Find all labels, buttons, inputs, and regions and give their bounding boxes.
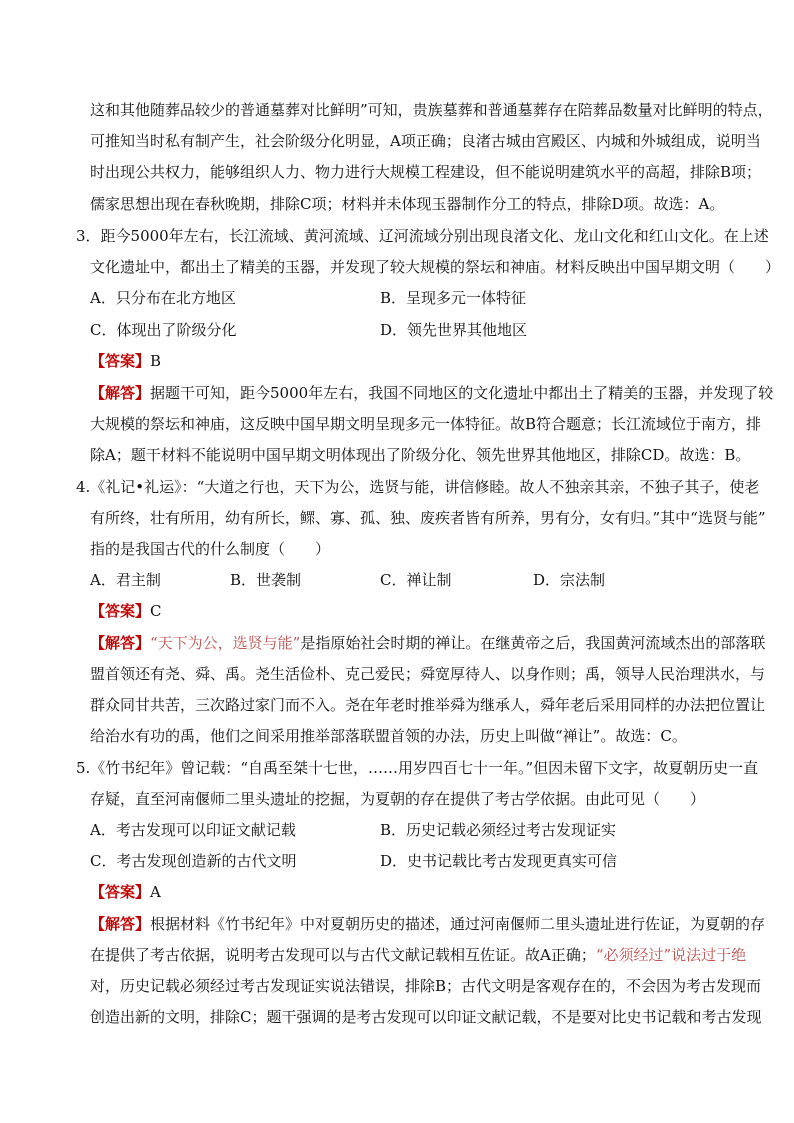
prev-analysis-line-4: 儒家思想出现在春秋晚期，排除C项；材料并未体现玉器制作分工的特点，排除D项。故选：A。 bbox=[90, 195, 725, 213]
q5-option-c: C．考古发现创造新的古代文明 bbox=[90, 852, 297, 870]
q3-answer-tag: 【答案】 bbox=[90, 352, 151, 370]
q4-option-d: D．宗法制 bbox=[533, 571, 606, 589]
q3-answer bbox=[90, 351, 161, 371]
q5-answer-tag: 【答案】 bbox=[90, 883, 151, 901]
q3-analysis-tag: 【解答】 bbox=[90, 384, 151, 402]
q5-stem-line-1: 5.《竹书纪年》曾记载：“自禹至桀十七世，……用岁四百七十一年。”但因未留下文字，故夏朝历史一直 bbox=[76, 759, 759, 777]
q5-analysis-text-2: 在提供了考古依据，说明考古发现可以与古代文献记载相互佐证。故A正确； bbox=[90, 946, 596, 964]
q3-analysis-line-1 bbox=[90, 383, 773, 403]
q4-stem-line-3: 指的是我国古代的什么制度（ ） bbox=[90, 540, 331, 558]
q3-analysis-line-3: 除A；题干材料不能说明中国早期文明体现出了阶级分化、领先世界其他地区，排除CD。故选：B。 bbox=[90, 446, 751, 464]
q5-option-d: D．史书记载比考古发现更真实可信 bbox=[380, 852, 618, 870]
q5-analysis-tag: 【解答】 bbox=[90, 915, 151, 933]
q4-analysis-tag: 【解答】 bbox=[90, 634, 151, 652]
q4-option-b: B．世袭制 bbox=[230, 571, 302, 589]
q3-option-b: B．呈现多元一体特征 bbox=[380, 289, 527, 307]
q4-analysis-quote: “天下为公，选贤与能” bbox=[150, 634, 301, 652]
q4-answer bbox=[90, 601, 162, 621]
q3-option-c: C．体现出了阶级分化 bbox=[90, 321, 237, 339]
q4-analysis-text-1: 是指原始社会时期的禅让。在继黄帝之后，我国黄河流域杰出的部落联 bbox=[300, 634, 766, 652]
q5-answer bbox=[90, 882, 161, 902]
q4-analysis-line-4: 给治水有功的禹，他们之间采用推举部落联盟首领的办法，历史上叫做“禅让”。故选：C。 bbox=[90, 727, 687, 745]
q4-stem-line-1: 4.《礼记•礼运》：“大道之行也，天下为公，选贤与能，讲信修睦。故人不独亲其亲，不独子其子，使老 bbox=[76, 478, 760, 496]
q5-analysis-text-1: 根据材料《竹书纪年》中对夏朝历史的描述，通过河南偃师二里头遗址进行佐证，为夏朝的存 bbox=[150, 915, 766, 933]
q3-answer-value: B bbox=[150, 352, 162, 370]
q3-analysis-text-1: 据题干可知，距今5000年左右，我国不同地区的文化遗址中都出土了精美的玉器，并发现了较 bbox=[150, 384, 774, 402]
q5-analysis-quote: “必须经过”说法过于绝 bbox=[595, 946, 747, 964]
q3-analysis-line-2: 大规模的祭坛和神庙，这反映中国早期文明呈现多元一体特征。故B符合题意；长江流域位于南方，排 bbox=[90, 415, 762, 433]
prev-analysis-line-2: 可推知当时私有制产生，社会阶级分化明显，A项正确；良渚古城由宫殿区、内城和外城组成，说明当 bbox=[90, 132, 761, 150]
q5-stem-line-2: 存疑，直至河南偃师二里头遗址的挖掘，为夏朝的存在提供了考古学依据。由此可见（ ） bbox=[90, 790, 706, 808]
q5-answer-value: A bbox=[150, 883, 161, 901]
q3-option-a: A．只分布在北方地区 bbox=[90, 289, 236, 307]
q5-analysis-line-1 bbox=[90, 914, 765, 934]
q4-stem-line-2: 有所终，壮有所用，幼有所长，鳏、寡、孤、独、废疾者皆有所养，男有分，女有归。”其中“选贤与能” bbox=[90, 509, 766, 527]
q4-analysis-line-2: 盟首领还有尧、舜、禹。尧生活俭朴、克己爱民；舜宽厚待人、以身作则；禹，领导人民治理洪水，与 bbox=[90, 665, 766, 683]
q3-option-d: D．领先世界其他地区 bbox=[380, 321, 528, 339]
q5-analysis-line-3: 对，历史记载必须经过考古发现证实说法错误，排除B；古代文明是客观存在的，不会因为考古发现而 bbox=[90, 977, 762, 995]
q4-analysis-line-1 bbox=[90, 633, 765, 653]
q4-answer-value: C bbox=[150, 602, 162, 620]
q4-option-c: C．禅让制 bbox=[380, 571, 452, 589]
q3-stem-line-1: 3．距今5000年左右，长江流域、黄河流域、辽河流域分别出现良渚文化、龙山文化和红山文化。在上述 bbox=[76, 227, 769, 245]
q5-analysis-line-2 bbox=[90, 945, 746, 965]
prev-analysis-line-1: 这和其他随葬品较少的普通墓葬对比鲜明”可知，贵族墓葬和普通墓葬存在陪葬品数量对比鲜明的特点， bbox=[90, 101, 773, 119]
q4-analysis-line-3: 群众同甘共苦，三次路过家门而不入。尧在年老时推举舜为继承人，舜年老后采用同样的办法把位置让 bbox=[90, 696, 766, 714]
q3-stem-line-2: 文化遗址中，都出土了精美的玉器，并发现了较大规模的祭坛和神庙。材料反映出中国早期文明（ ） bbox=[90, 258, 781, 276]
q5-option-b: B．历史记载必须经过考古发现证实 bbox=[380, 821, 617, 839]
q4-answer-tag: 【答案】 bbox=[90, 602, 151, 620]
q5-option-a: A．考古发现可以印证文献记载 bbox=[90, 821, 296, 839]
q4-option-a: A．君主制 bbox=[90, 571, 161, 589]
prev-analysis-line-3: 时出现公共权力，能够组织人力、物力进行大规模工程建设，但不能说明建筑水平的高超，排除B项； bbox=[90, 163, 762, 181]
q5-analysis-line-4: 创造出新的文明，排除C；题干强调的是考古发现可以印证文献记载，不是要对比史书记载和考古发现 bbox=[90, 1008, 762, 1026]
